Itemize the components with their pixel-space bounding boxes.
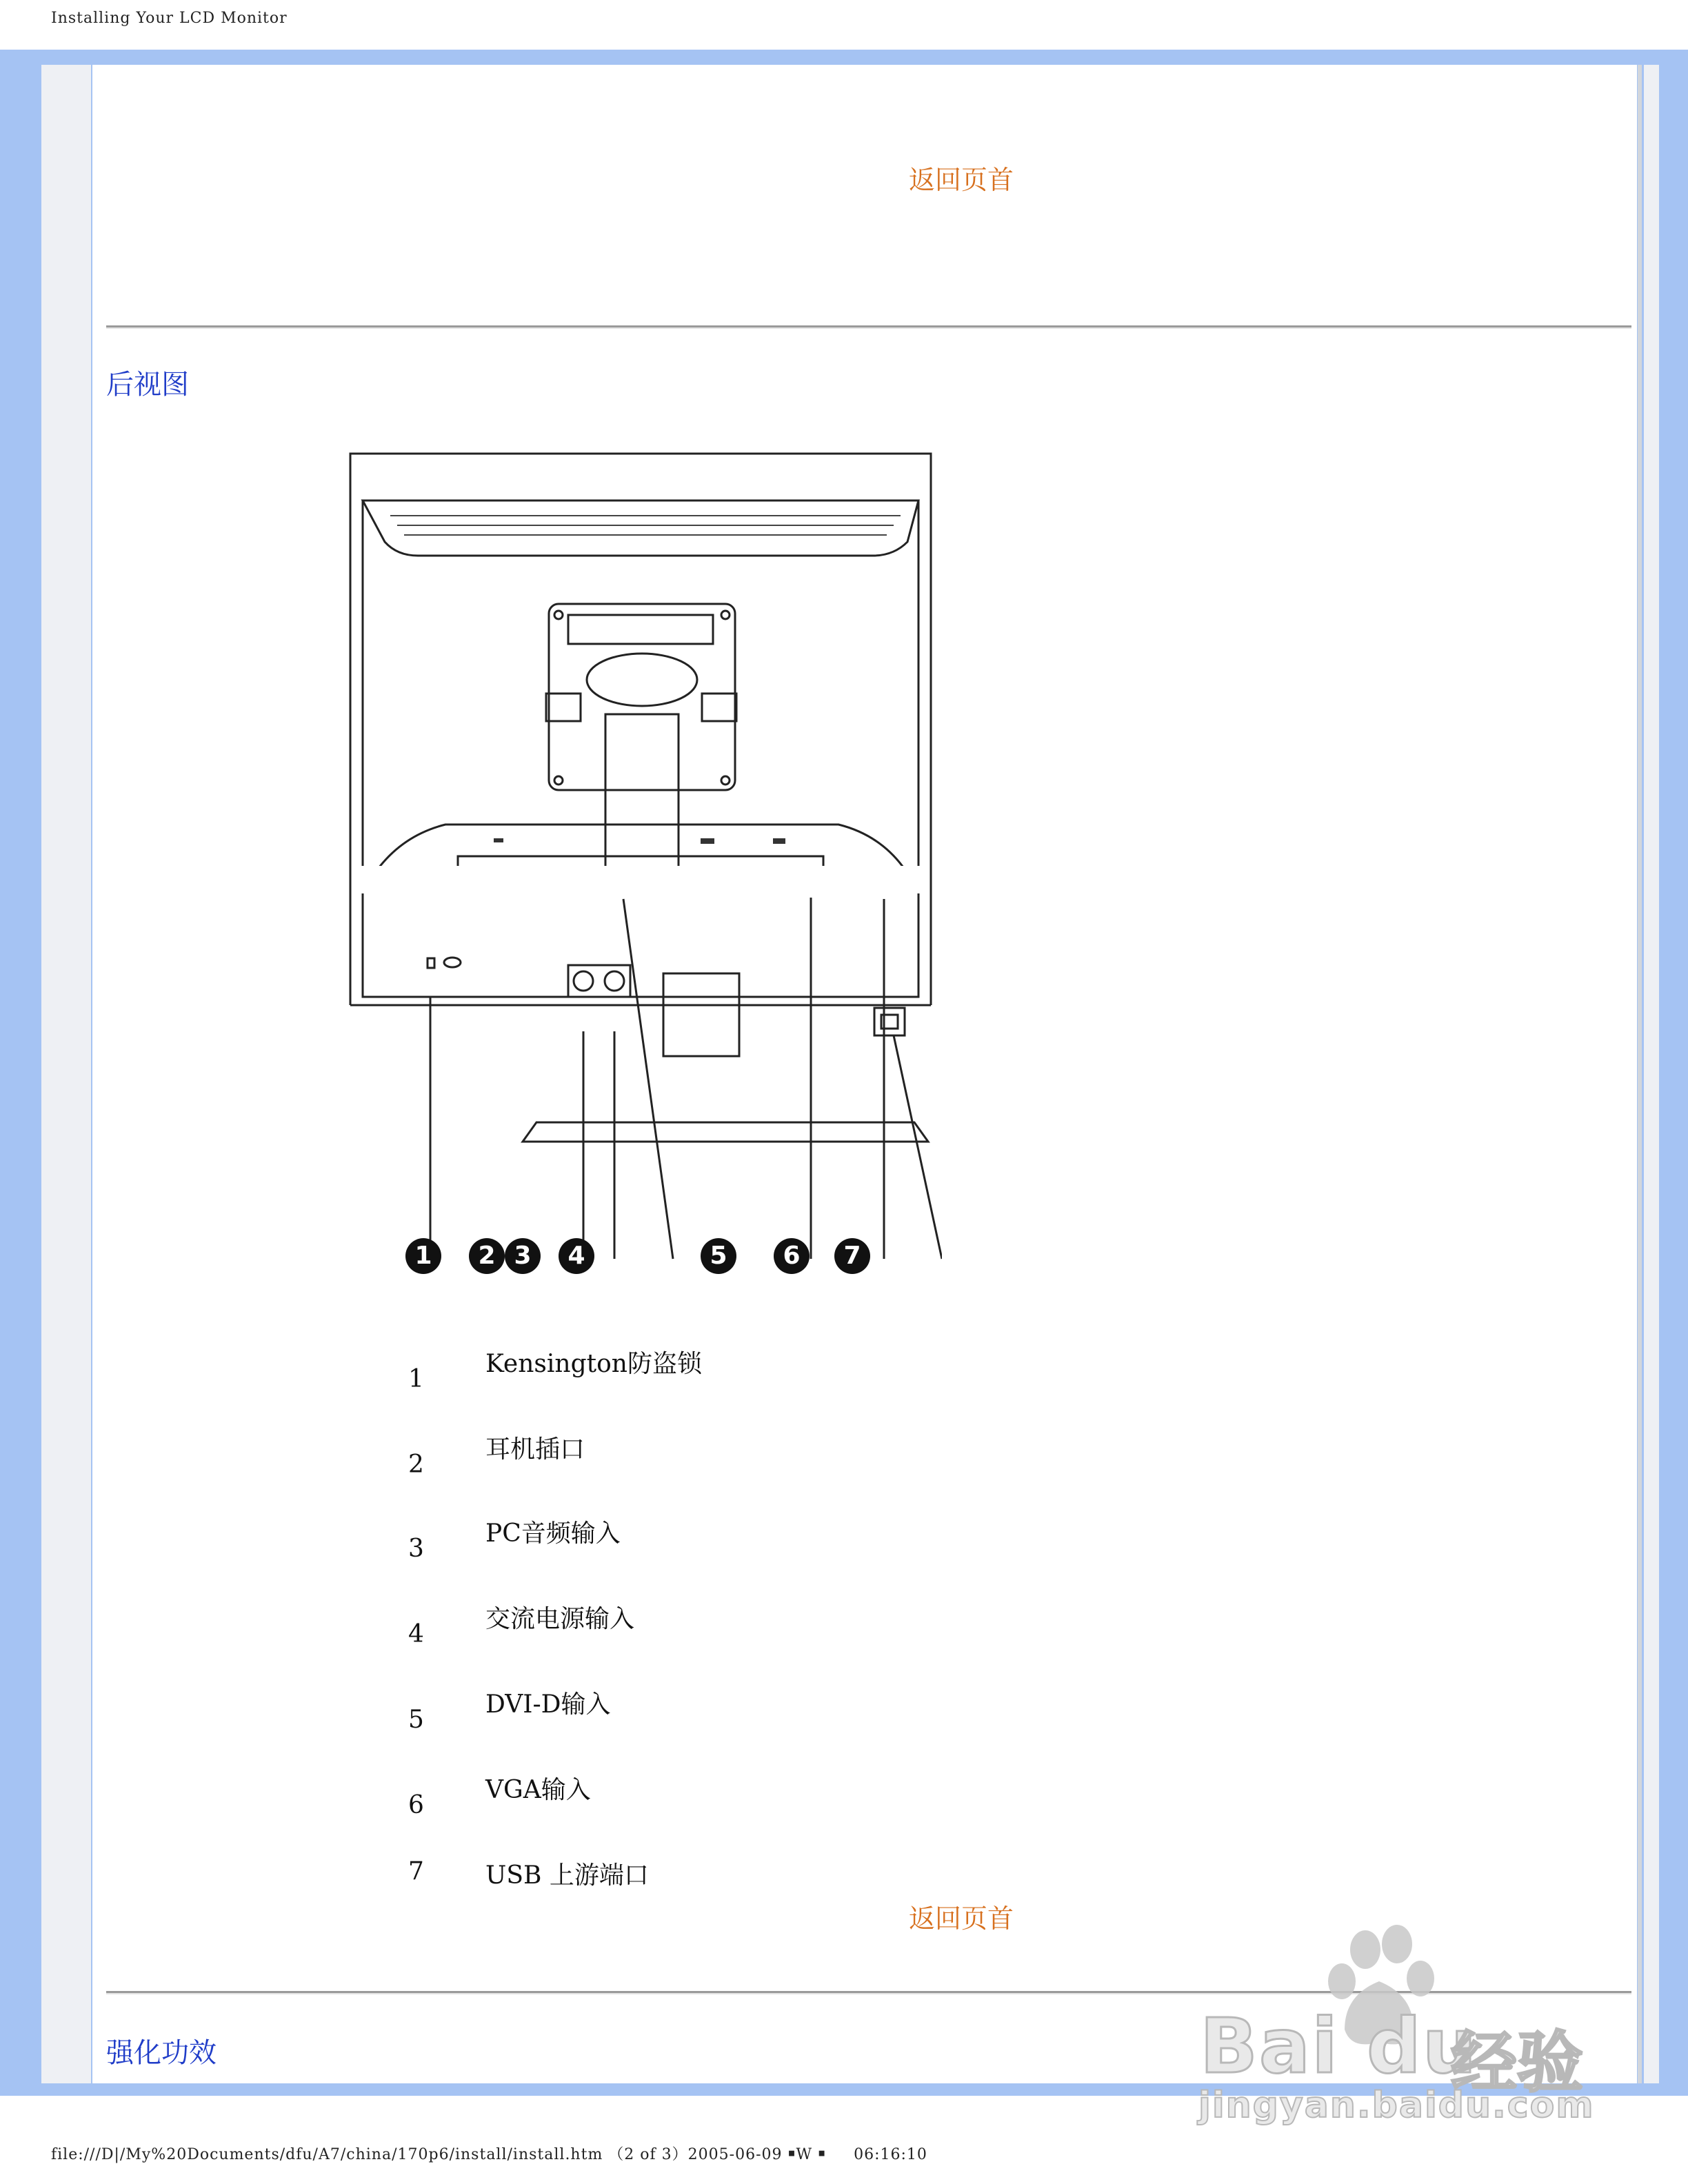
- right-margin-strip: [1644, 65, 1659, 2083]
- back-to-top-link[interactable]: 返回页首: [908, 165, 1014, 195]
- callout-7: 7: [834, 1238, 870, 1274]
- callout-6: 6: [774, 1238, 810, 1274]
- callout-5: 5: [701, 1238, 736, 1274]
- legend-label: 交流电源输入: [485, 1605, 635, 1633]
- divider: [106, 325, 1631, 329]
- watermark-url: jingyan.baidu.com: [1198, 2085, 1595, 2126]
- print-footer-path: file:///D|/My%20Documents/dfu/A7/china/170p6/install/install.htm （2 of 3）2005-06-09 ￭W ￭ 06:16:10: [51, 2146, 927, 2163]
- callout-1: 1: [405, 1238, 441, 1274]
- rear-view-heading: 后视图: [106, 369, 189, 401]
- legend-number: 6: [408, 1791, 424, 1819]
- print-header-title: Installing Your LCD Monitor: [51, 10, 288, 27]
- monitor-callouts-drawing: [349, 452, 942, 1293]
- content-area: [92, 65, 1637, 2083]
- left-margin-strip: [41, 65, 91, 2083]
- watermark-brand: Bai du: [1200, 2002, 1478, 2090]
- back-to-top-link[interactable]: 返回页首: [908, 1903, 1014, 1934]
- legend-label: 耳机插口: [485, 1435, 585, 1464]
- legend-label: Kensington防盗锁: [485, 1350, 702, 1378]
- legend-number: 5: [408, 1706, 424, 1734]
- baidu-watermark: [1172, 1919, 1614, 2126]
- legend-number: 3: [408, 1535, 424, 1563]
- legend-number: 4: [408, 1620, 424, 1648]
- page-frame: [0, 50, 1688, 2096]
- legend-number: 2: [408, 1450, 424, 1479]
- watermark-suffix: 经验: [1451, 2024, 1583, 2101]
- legend-label: VGA输入: [485, 1776, 591, 1804]
- right-margin-line: [1638, 65, 1642, 2083]
- legend-number: 7: [408, 1857, 424, 1885]
- legend-number: 1: [408, 1365, 424, 1393]
- callout-4: 4: [559, 1238, 594, 1274]
- callout-3: 3: [505, 1238, 541, 1274]
- legend-label: USB 上游端口: [485, 1861, 649, 1890]
- legend-label: PC音频输入: [485, 1519, 621, 1548]
- legend-label: DVI-D输入: [485, 1690, 611, 1719]
- enhance-heading: 强化功效: [106, 2037, 217, 2069]
- callout-2: 2: [469, 1238, 505, 1274]
